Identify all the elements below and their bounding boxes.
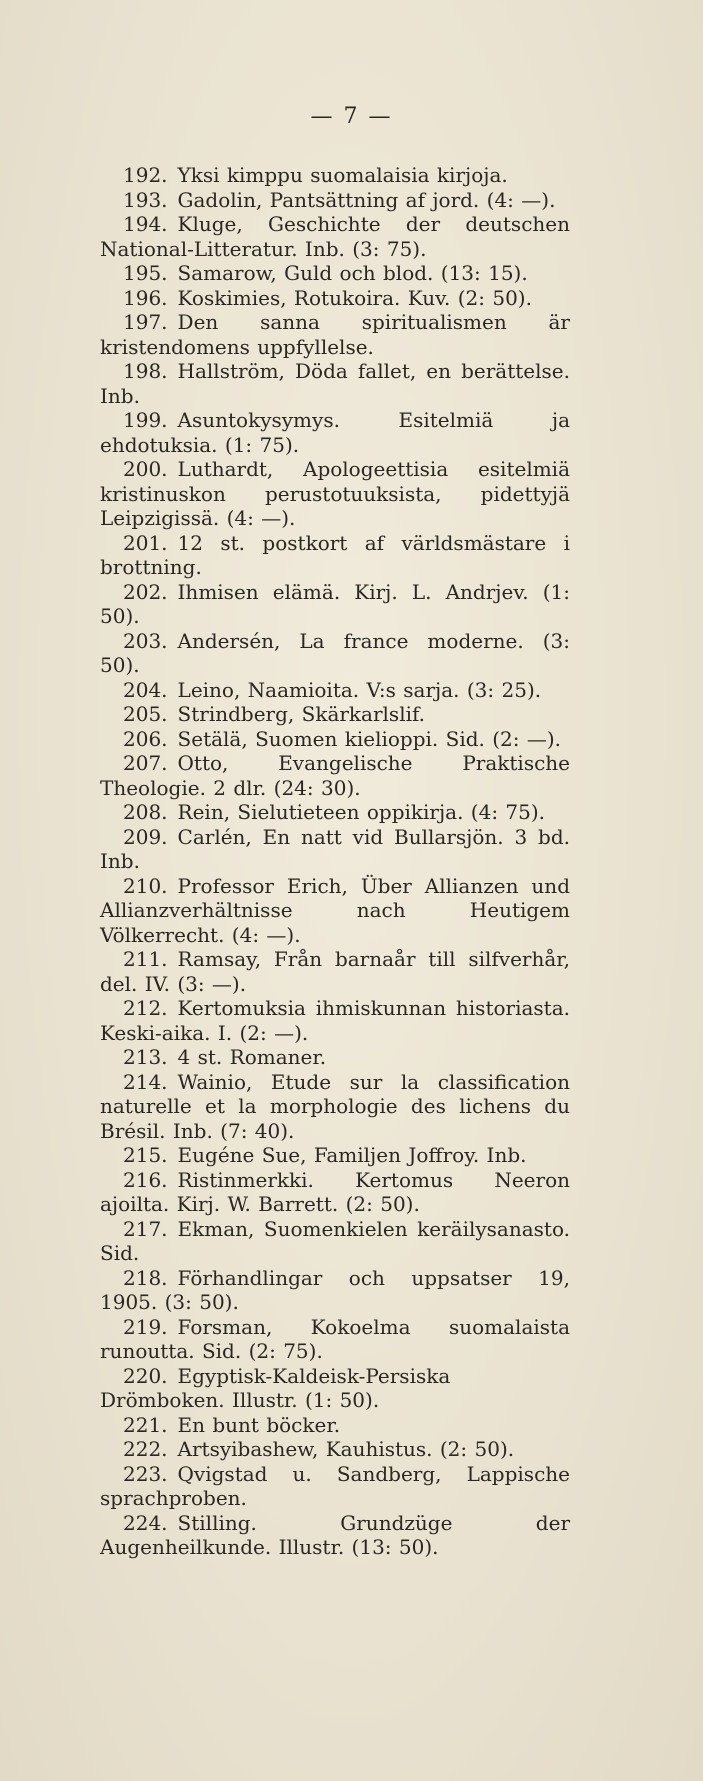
entry-text: Rein, Sielutieteen oppikirja. (4: 75). xyxy=(177,800,546,824)
entry-text: Ihmisen elämä. Kirj. L. Andrjev. (1: 50). xyxy=(100,579,570,628)
entry-number: 193. xyxy=(123,187,168,212)
entry-text: Eugéne Sue, Familjen Joffroy. Inb. xyxy=(177,1143,527,1167)
catalog-entry xyxy=(100,825,570,874)
entry-number: 219. xyxy=(123,1314,168,1339)
catalog-entry xyxy=(100,310,570,359)
catalog-entry xyxy=(100,1437,570,1462)
entry-text: Ekman, Suomenkielen keräilysanasto. Sid. xyxy=(100,1216,570,1265)
entry-number: 220. xyxy=(123,1363,168,1388)
entry-number: 194. xyxy=(123,212,168,236)
catalog-entry xyxy=(100,1413,570,1438)
entry-number: 202. xyxy=(123,579,168,604)
entry-text: Asuntokysymys. Esitelmiä ja ehdotuksia. (1: 75). xyxy=(100,408,570,457)
entry-number: 195. xyxy=(123,261,168,285)
catalog-entry xyxy=(100,996,570,1045)
catalog-entry xyxy=(100,212,570,261)
catalog-entry xyxy=(100,678,570,703)
entry-text: Qvigstad u. Sandberg, Lappische sprachproben. xyxy=(100,1461,570,1510)
entry-number: 206. xyxy=(123,726,168,751)
entry-text: Koskimies, Rotukoira. Kuv. (2: 50). xyxy=(177,285,532,310)
catalog-entry xyxy=(100,1168,570,1217)
catalog-entry xyxy=(100,947,570,996)
entry-number: 209. xyxy=(123,824,168,849)
catalog-entry xyxy=(100,457,570,531)
catalog-entry xyxy=(100,1462,570,1511)
entry-number: 198. xyxy=(123,359,168,383)
entry-text: Andersén, La france moderne. (3: 50). xyxy=(100,628,570,677)
page-number: — 7 — xyxy=(310,104,393,129)
entry-text: Gadolin, Pantsättning af jord. (4: —). xyxy=(177,187,556,212)
entry-text: Luthardt, Apologeettisia esitelmiä kristinuskon perustotuuksista, pidettyjä Leipzigissä. (4: —). xyxy=(100,457,570,530)
catalog-entry xyxy=(100,408,570,457)
entry-number: 221. xyxy=(123,1412,168,1437)
entry-number: 211. xyxy=(123,947,168,971)
entry-number: 223. xyxy=(123,1461,168,1486)
catalog-entry xyxy=(100,286,570,311)
entry-text: Otto, Evangelische Praktische Theologie. 2 dlr. (24: 30). xyxy=(100,751,570,800)
entry-text: Ristinmerkki. Kertomus Neeron ajoilta. Kirj. W. Barrett. (2: 50). xyxy=(100,1167,570,1216)
entry-text: Hallström, Döda fallet, en berättelse. Inb. xyxy=(100,359,570,408)
entry-text: Carlén, En natt vid Bullarsjön. 3 bd. Inb. xyxy=(100,824,570,873)
catalog-entry xyxy=(100,1143,570,1168)
entry-text: Ramsay, Från barnaår till silfverhår, del. IV. (3: —). xyxy=(100,947,570,996)
catalog-entry xyxy=(100,702,570,727)
entry-number: 203. xyxy=(123,628,168,653)
entry-number: 200. xyxy=(123,457,168,481)
entry-number: 196. xyxy=(123,285,168,310)
catalog-entry xyxy=(100,751,570,800)
entry-text: Samarow, Guld och blod. (13: 15). xyxy=(177,261,528,285)
entry-number: 205. xyxy=(123,702,168,726)
entry-number: 210. xyxy=(123,873,168,898)
catalog-entry xyxy=(100,727,570,752)
entry-text: En bunt böcker. xyxy=(177,1412,341,1437)
entry-text: Setälä, Suomen kielioppi. Sid. (2: —). xyxy=(177,726,562,751)
entry-number: 204. xyxy=(123,677,168,702)
entry-number: 201. xyxy=(123,530,168,555)
entry-text: Artsyibashew, Kauhistus. (2: 50). xyxy=(177,1437,515,1461)
entry-text: Wainio, Etude sur la classification naturelle et la morphologie des lichens du Brésil. Inb. (7: 40). xyxy=(100,1069,570,1143)
catalog-entry xyxy=(100,580,570,629)
catalog-entry xyxy=(100,1045,570,1070)
entry-number: 222. xyxy=(123,1437,168,1461)
entry-number: 215. xyxy=(123,1143,168,1167)
entry-text: Kluge, Geschichte der deutschen National-Litteratur. Inb. (3: 75). xyxy=(100,212,570,261)
entry-number: 216. xyxy=(123,1167,168,1192)
entry-text: Leino, Naamioita. V:s sarja. (3: 25). xyxy=(177,677,542,702)
catalog-entry xyxy=(100,1217,570,1266)
entry-number: 208. xyxy=(123,800,168,824)
entry-number: 207. xyxy=(123,751,168,775)
entry-text: Yksi kimppu suomalaisia kirjoja. xyxy=(177,163,508,187)
entry-number: 214. xyxy=(123,1069,168,1094)
catalog-entry xyxy=(100,874,570,948)
catalog-entry xyxy=(100,188,570,213)
catalog-entry xyxy=(100,261,570,286)
catalog-entry xyxy=(100,531,570,580)
catalog-entry xyxy=(100,1266,570,1315)
catalog-entry xyxy=(100,1511,570,1560)
entry-text: 4 st. Romaner. xyxy=(177,1045,327,1069)
catalog-entry xyxy=(100,163,570,188)
catalog-entry xyxy=(100,1364,570,1413)
entry-text: Strindberg, Skärkarlslif. xyxy=(177,702,426,726)
entry-text: Stilling. Grundzüge der Augenheilkunde. Illustr. (13: 50). xyxy=(100,1510,570,1559)
entry-text: Förhandlingar och uppsatser 19, 1905. (3: 50). xyxy=(100,1265,570,1314)
entry-number: 218. xyxy=(123,1265,168,1290)
entry-text: Egyptisk-Kaldeisk-Persiska Drömboken. Illustr. (1: 50). xyxy=(100,1363,451,1412)
catalog-entry xyxy=(100,800,570,825)
catalog-entry xyxy=(100,1070,570,1144)
entry-number: 217. xyxy=(123,1216,168,1241)
entry-number: 192. xyxy=(123,163,168,187)
catalog-entry xyxy=(100,1315,570,1364)
entry-number: 213. xyxy=(123,1045,168,1069)
entry-number: 212. xyxy=(123,996,168,1020)
entry-text: Professor Erich, Über Allianzen und Allianzverhältnisse nach Heutigem Völkerrecht. (4: —). xyxy=(100,873,570,947)
entry-number: 199. xyxy=(123,408,168,432)
catalog-entry-list xyxy=(100,163,570,1560)
entry-text: Kertomuksia ihmiskunnan historiasta. Keski-aika. I. (2: —). xyxy=(100,996,570,1045)
entry-number: 224. xyxy=(123,1510,168,1535)
entry-number: 197. xyxy=(123,310,168,334)
catalog-entry xyxy=(100,359,570,408)
entry-text: Forsman, Kokoelma suomalaista runoutta. Sid. (2: 75). xyxy=(100,1314,570,1363)
entry-text: 12 st. postkort af världsmästare i brottning. xyxy=(100,530,570,579)
catalog-entry xyxy=(100,629,570,678)
entry-text: Den sanna spiritualismen är kristendomens uppfyllelse. xyxy=(100,310,570,359)
